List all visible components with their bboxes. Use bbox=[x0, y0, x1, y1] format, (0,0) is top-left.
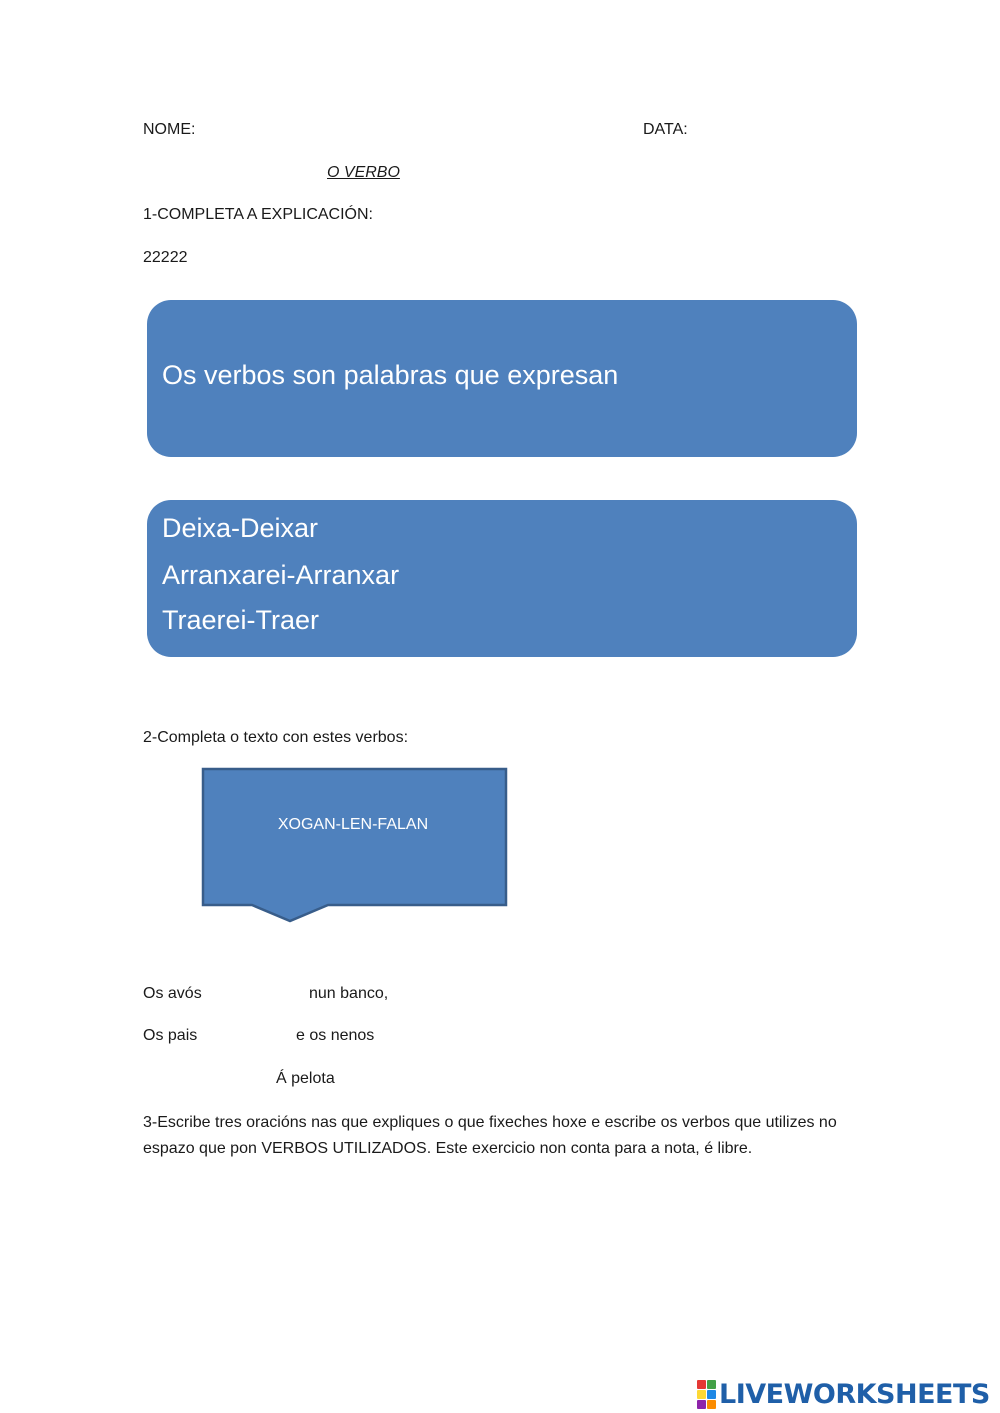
sentence-1-end: nun banco, bbox=[309, 985, 389, 1002]
definition-text: Os verbos son palabras que expresan bbox=[162, 360, 619, 390]
liveworksheets-logo bbox=[697, 1378, 990, 1410]
exercise1-answer[interactable]: 22222 bbox=[143, 249, 188, 266]
page-title: O VERBO bbox=[327, 164, 400, 181]
verbs-callout-label: XOGAN-LEN-FALAN bbox=[277, 816, 429, 833]
sentence-1-start: Os avós bbox=[143, 985, 202, 1002]
verb-pair-2: Arranxarei-Arranxar bbox=[162, 560, 400, 590]
name-label: NOME: bbox=[143, 121, 196, 138]
verb-pairs-box bbox=[147, 500, 857, 657]
callout-shape bbox=[200, 766, 510, 926]
definition-box bbox=[147, 300, 857, 457]
exercise3-instruction: 3-Escribe tres oracións nas que expliques o que fixeches hoxe e escribe os verbos que utilizes no espazo que pon VERBOS UTILIZADOS. Este exercicio non conta para a nota, é libre. bbox=[143, 1114, 837, 1157]
exercise1-instruction: 1-COMPLETA A EXPLICACIÓN: bbox=[143, 206, 373, 223]
logo-text: LIVEWORKSHEETS bbox=[719, 1378, 990, 1410]
logo-grid-icon bbox=[697, 1380, 716, 1409]
sentence-3-end: Á pelota bbox=[276, 1070, 335, 1087]
verb-pair-3: Traerei-Traer bbox=[162, 605, 320, 635]
verbs-callout-box bbox=[200, 766, 510, 926]
date-label: DATA: bbox=[643, 121, 688, 138]
exercise2-instruction: 2-Completa o texto con estes verbos: bbox=[143, 729, 409, 746]
verb-pair-1: Deixa-Deixar bbox=[162, 513, 319, 543]
sentence-2-end: e os nenos bbox=[296, 1027, 375, 1044]
sentence-2-start: Os pais bbox=[143, 1027, 198, 1044]
